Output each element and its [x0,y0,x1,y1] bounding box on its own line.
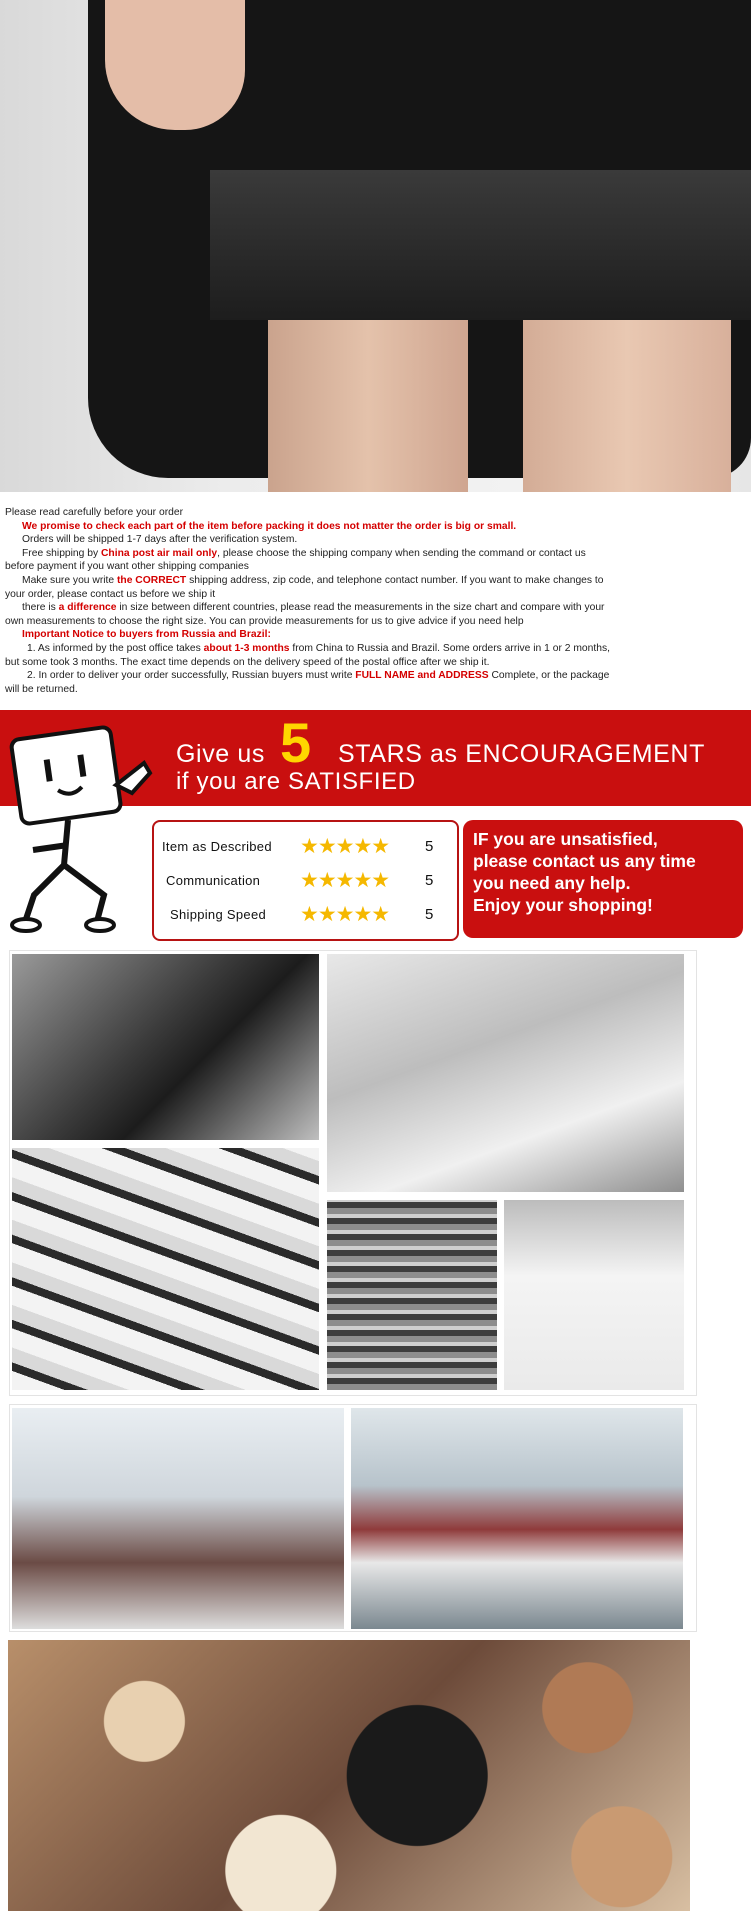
text: please contact us any time [473,851,696,871]
rating-label: Shipping Speed [170,907,266,922]
mascot-icon [8,725,158,935]
product-photo [0,0,751,492]
embroidery-machines-photo [351,1408,683,1629]
text: Complete, or the package [488,670,610,682]
notice-line: Please read carefully before your order [5,507,184,518]
workshop-photo [327,1200,497,1390]
sewing-floor-photo [12,1408,344,1629]
fabric-cutting-photo [12,1148,319,1390]
notice-line: your order, please contact us before we ship it [5,588,216,600]
rating-row [162,868,452,894]
text: Free shipping by [22,547,101,559]
order-notice [5,506,746,696]
notice-line [5,601,746,615]
sewing-buttons-photo [12,954,319,1140]
star-icon: ★★★★★ [300,835,390,858]
text: IF you are unsatisfied, [473,829,658,849]
rating-row [162,902,452,928]
text-highlight: the CORRECT [117,574,187,586]
star-icon: ★★★★★ [300,903,390,926]
hand-shape [105,0,245,130]
text-highlight: about 1-3 months [203,642,290,654]
text: 2. In order to deliver your order successfully, Russian buyers must write [27,670,356,682]
text-highlight: FULL NAME and ADDRESS [355,670,489,682]
rating-label: Communication [166,873,261,888]
notice-line: before payment if you want other shipping companies [5,561,249,573]
banner-five: 5 [280,711,312,774]
rating-row [162,834,452,860]
notice-line: will be returned. [5,683,78,695]
notice-line [5,547,746,561]
notice-line [5,642,746,656]
text: shipping address, zip code, and telephone contact number. If you want to make changes to [186,574,604,586]
notice-line: Orders will be shipped 1-7 days after the verification system. [22,534,298,546]
rating-value: 5 [425,906,434,923]
fabric-rolls-photo [8,1640,690,1911]
notice-line: but some took 3 months. The exact time depends on the delivery speed of the postal office after we ship it. [5,656,490,668]
text-highlight: a difference [58,602,117,614]
text: Make sure you write [22,574,117,586]
text: Enjoy your shopping! [473,895,653,915]
text: in size between different countries, please read the measurements in the size chart and compare with your [116,602,605,614]
notice-line [5,574,746,588]
banner-give-us: Give us [176,740,265,768]
notice-heading: Important Notice to buyers from Russia and Brazil: [22,629,271,641]
notice-promise: We promise to check each part of the item before packing it does not matter the order is big or small. [22,520,517,532]
rating-label: Item as Described [162,839,272,854]
text: you need any help. [473,873,631,893]
text: 1. As informed by the post office takes [27,642,204,654]
unsatisfied-note [463,820,743,938]
leg-left [268,320,468,492]
seller-ratings [152,820,459,941]
notice-line [5,669,746,683]
banner-satisfied: if you are SATISFIED [176,768,416,795]
text-highlight: China post air mail only [101,547,218,559]
text: from China to Russia and Brazil. Some orders arrive in 1 or 2 months, [289,642,610,654]
leg-right [523,320,731,492]
rating-value: 5 [425,838,434,855]
star-icon: ★★★★★ [300,869,390,892]
rating-value: 5 [425,872,434,889]
text: , please choose the shipping company when sending the command or contact us [217,547,586,559]
cutting-table-photo [504,1200,684,1390]
text: there is [22,602,59,614]
notice-line: own measurements to choose the right size. You can provide measurements for us to give advice if you need help [5,615,524,627]
banner-stars-text: STARS as ENCOURAGEMENT [338,740,705,768]
sewing-machine-photo [327,954,684,1192]
unsatisfied-text [473,828,741,916]
skirt-lining [210,170,751,320]
